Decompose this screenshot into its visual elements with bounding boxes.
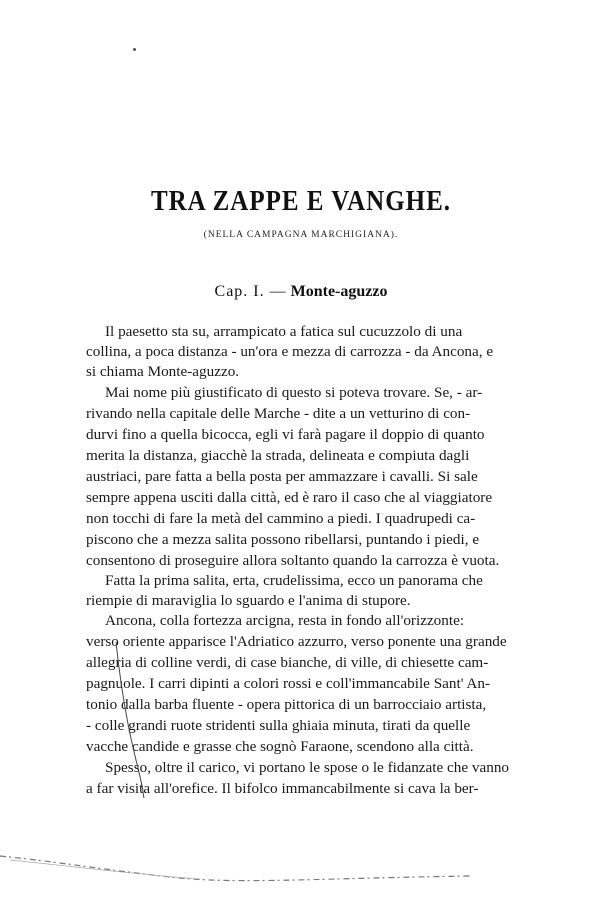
page-subtitle: (NELLA CAMPAGNA MARCHIGIANA). <box>203 230 399 240</box>
text-line: Mai nome più giustificato di questo si poteva trovare. Se, - ar- <box>105 384 483 401</box>
text-line: Fatta la prima salita, erta, crudelissima, ecco un panorama che <box>105 572 483 589</box>
scan-page-edge <box>0 848 470 888</box>
page-edge-line <box>0 856 470 881</box>
chapter-name: Monte-aguzzo <box>290 283 388 300</box>
text-line: vacche candide e grasse che sognò Faraone, scendono alla città. <box>86 738 474 755</box>
ink-speck <box>133 48 136 51</box>
chapter-heading <box>0 283 602 301</box>
text-line: consentono di proseguire allora soltanto quando la carrozza è vuota. <box>86 552 500 569</box>
text-line: Il paesetto sta su, arrampicato a fatica sul cucuzzolo di una <box>105 323 463 340</box>
text-line: non tocchi di fare la metà del cammino a piedi. I quadrupedi ca- <box>86 510 476 527</box>
ink-stroke <box>116 642 144 798</box>
text-line: verso oriente apparisce l'Adriatico azzurro, verso ponente una grande <box>86 633 507 650</box>
margin-ink-stroke <box>112 640 152 800</box>
text-line: collina, a poca distanza - un'ora e mezza di carrozza - da Ancona, e <box>86 343 494 360</box>
text-line: sempre appena usciti dalla città, ed è raro il caso che al viaggiatore <box>86 489 493 506</box>
text-line: tonio dalla barba fluente - opera pittorica di un barrocciaio artista, <box>86 696 487 713</box>
page-title: TRA ZAPPE E VANGHE. <box>150 185 452 217</box>
text-line: rivando nella capitale delle Marche - dite a un vetturino di con- <box>86 405 471 422</box>
text-line: pagnuole. I carri dipinti a colori rossi e coll'immancabile Sant' An- <box>86 675 491 692</box>
text-line: austriaci, pare fatta a bella posta per ammazzare i cavalli. Si sale <box>86 468 478 485</box>
text-line: piscono che a mezza salita possono ribellarsi, puntando i piedi, e <box>86 531 480 548</box>
text-line: merita la distanza, giacchè la strada, delineata e compiuta dagli <box>86 447 470 464</box>
text-line: allegria di colline verdi, di case bianche, di ville, di chiesette cam- <box>86 654 489 671</box>
text-line: - colle grandi ruote stridenti sulla ghiaia minuta, tirati da quelle <box>86 717 471 734</box>
text-line: a far visita all'orefice. Il bifolco immancabilmente si cava la ber- <box>86 780 479 797</box>
chapter-number: Cap. I. — <box>214 283 287 300</box>
text-line: durvi fino a quella bicocca, egli vi farà pagare il doppio di quanto <box>86 426 485 443</box>
text-line: si chiama Monte-aguzzo. <box>86 363 240 380</box>
text-line: Spesso, oltre il carico, vi portano le spose o le fidanzate che vanno <box>105 759 510 776</box>
text-line: riempie di maraviglia lo sguardo e l'anima di stupore. <box>86 592 411 609</box>
text-line: Ancona, colla fortezza arcigna, resta in fondo all'orizzonte: <box>105 612 465 629</box>
